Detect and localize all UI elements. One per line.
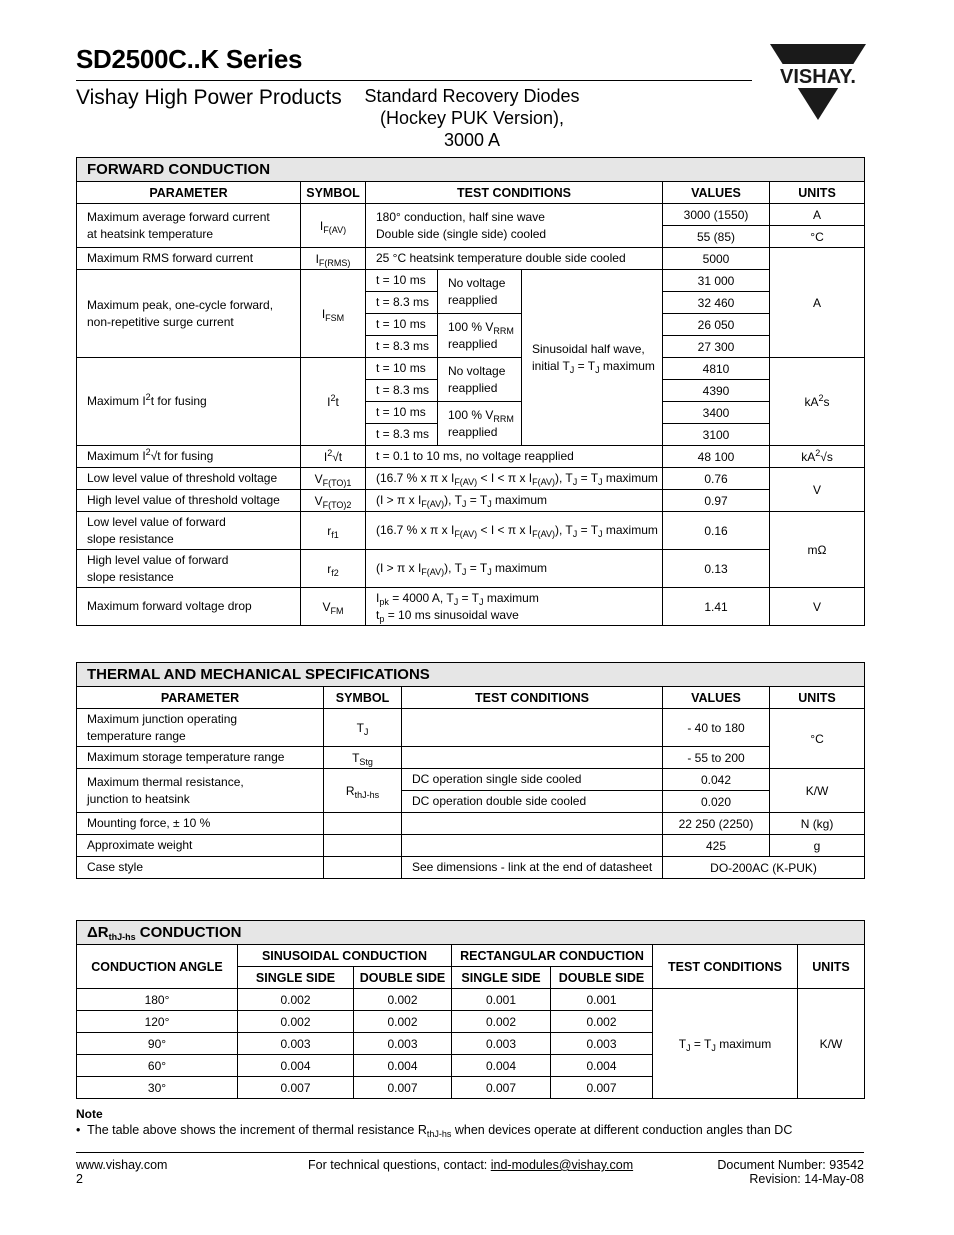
val-vfm: 1.41 [663, 588, 770, 626]
val-case: DO-200AC (K-PUK) [663, 857, 865, 879]
header-rect-single: SINGLE SIDE [452, 967, 551, 989]
sym-i2t: $I^2t$ [301, 358, 366, 446]
header-test-conditions: TEST CONDITIONS [366, 182, 663, 204]
cond-weight [402, 835, 663, 857]
param-mounting: Mounting force, ± 10 % [77, 813, 324, 835]
sin-double-cell: 0.003 [354, 1033, 452, 1055]
val-tstg: - 55 to 200 [663, 747, 770, 769]
delta-unit: K/W [798, 989, 865, 1099]
param-tstg: Maximum storage temperature range [77, 747, 324, 769]
sin-single-cell: 0.003 [238, 1033, 354, 1055]
table-caption: FORWARD CONDUCTION [77, 158, 865, 182]
param-case: Case style [77, 857, 324, 879]
cond-no-voltage: No voltage reapplied [438, 270, 522, 314]
table-caption: $\Delta R_{thJ-hs}$ CONDUCTION [77, 921, 865, 945]
sin-double-cell: 0.007 [354, 1077, 452, 1099]
sym-rms-current: $I_{F(RMS)}$ [301, 248, 366, 270]
cond-rms-current: 25 °C heatsink temperature double side cooled [366, 248, 663, 270]
rect-double-cell: 0.004 [551, 1055, 653, 1077]
cond-tstg [402, 747, 663, 769]
param-ifsm: Maximum peak, one-cycle forward, non-repetitive surge current [77, 270, 301, 358]
sin-double-cell: 0.004 [354, 1055, 452, 1077]
sym-i2rt: $I^2√t$ [301, 446, 366, 468]
cond-time: t = 8.3 ms [366, 424, 438, 446]
cond-case: See dimensions - link at the end of datasheet [402, 857, 663, 879]
param-avg-current: Maximum average forward current at heatsink temperature [77, 204, 301, 248]
param-i2t: Maximum $I^2t$ for fusing [77, 358, 301, 446]
param-vt2: High level value of threshold voltage [77, 490, 301, 512]
cond-time: t = 10 ms [366, 402, 438, 424]
val-i2rt: 48 100 [663, 446, 770, 468]
cond-time: t = 10 ms [366, 358, 438, 380]
param-rms-current: Maximum RMS forward current [77, 248, 301, 270]
unit-rth: K/W [770, 769, 865, 813]
unit-mounting: N (kg) [770, 813, 865, 835]
cond-time: t = 10 ms [366, 270, 438, 292]
sin-single-cell: 0.007 [238, 1077, 354, 1099]
val-rms-current: 5000 [663, 248, 770, 270]
val-ifsm: 31 000 [663, 270, 770, 292]
cond-time: t = 10 ms [366, 314, 438, 336]
param-rf1: Low level value of forward slope resistance [77, 512, 301, 550]
header-test-conditions: TEST CONDITIONS [402, 687, 663, 709]
val-vt1: 0.76 [663, 468, 770, 490]
cond-mounting [402, 813, 663, 835]
header-units: UNITS [770, 687, 865, 709]
header-parameter: PARAMETER [77, 182, 301, 204]
unit-avg-current: A [770, 204, 865, 226]
angle-cell: 90° [77, 1033, 238, 1055]
cond-i2rt: t = 0.1 to 10 ms, no voltage reapplied [366, 446, 663, 468]
unit-avg-temp: °C [770, 226, 865, 248]
unit-i2rt: $kA^2√s$ [770, 446, 865, 468]
unit-ifsm: A [770, 248, 865, 358]
sym-rf2: $r_{f2}$ [301, 550, 366, 588]
sym-vfm: $V_{FM}$ [301, 588, 366, 626]
footer-page-number: 2 [76, 1172, 83, 1186]
rect-single-cell: 0.004 [452, 1055, 551, 1077]
header-rect-double: DOUBLE SIDE [551, 967, 653, 989]
cond-high-level: (I > π x $I_{F(AV)}$), $T_J = T_J$ maximum [366, 550, 663, 588]
cond-no-voltage: No voltage reapplied [438, 358, 522, 402]
sym-vt2: $V_{F(TO)2}$ [301, 490, 366, 512]
product-description [356, 85, 588, 151]
cond-avg-current: 180° conduction, half sine wave Double side (single side) cooled [366, 204, 663, 248]
cond-100-vrrm: 100 % $V_{RRM}$ reapplied [438, 402, 522, 446]
header-sin-single: SINGLE SIDE [238, 967, 354, 989]
cond-time: t = 8.3 ms [366, 292, 438, 314]
sym-ifsm: $I_{FSM}$ [301, 270, 366, 358]
footer-document-number: Document Number: 93542 [717, 1158, 864, 1172]
sin-double-cell: 0.002 [354, 1011, 452, 1033]
forward-conduction-table [76, 157, 865, 626]
rect-double-cell: 0.003 [551, 1033, 653, 1055]
delta-test-condition: $T_J = T_J$ maximum [653, 989, 798, 1099]
sym-vt1: $V_{F(TO)1}$ [301, 468, 366, 490]
header-conduction-angle: CONDUCTION ANGLE [77, 945, 238, 989]
unit-rf: mΩ [770, 512, 865, 588]
desc-line-1: Standard Recovery Diodes [364, 86, 580, 106]
val-ifsm: 27 300 [663, 336, 770, 358]
rect-single-cell: 0.001 [452, 989, 551, 1011]
param-vt1: Low level value of threshold voltage [77, 468, 301, 490]
header-values: VALUES [663, 182, 770, 204]
angle-cell: 30° [77, 1077, 238, 1099]
header-sin-double: DOUBLE SIDE [354, 967, 452, 989]
header-parameter: PARAMETER [77, 687, 324, 709]
val-i2t: 4390 [663, 380, 770, 402]
delta-rth-table [76, 920, 865, 1099]
header-values: VALUES [663, 687, 770, 709]
val-rf2: 0.13 [663, 550, 770, 588]
val-rth-double: 0.020 [663, 791, 770, 813]
sym-tj: $T_J$ [324, 709, 402, 747]
sym-mounting [324, 813, 402, 835]
val-rth-single: 0.042 [663, 769, 770, 791]
header-test-conditions: TEST CONDITIONS [653, 945, 798, 989]
val-ifsm: 26 050 [663, 314, 770, 336]
val-weight: 425 [663, 835, 770, 857]
cond-high-level: (I > π x $I_{F(AV)}$), $T_J = T_J$ maximum [366, 490, 663, 512]
val-i2t: 3400 [663, 402, 770, 424]
cond-low-level: (16.7 % x π x $I_{F(AV)} < I < \pi$ x $I_{F(AV)}$), $T_J = T_J$ maximum [366, 468, 663, 490]
header-rectangular: RECTANGULAR CONDUCTION [452, 945, 653, 967]
cond-100-vrrm: 100 % $V_{RRM}$ reapplied [438, 314, 522, 358]
note-heading: Note [76, 1107, 103, 1121]
angle-cell: 120° [77, 1011, 238, 1033]
angle-cell: 60° [77, 1055, 238, 1077]
sin-single-cell: 0.002 [238, 989, 354, 1011]
note-text: • The table above shows the increment of thermal resistance $R_{thJ-hs}$ when devices operate at different conduction angles than DC [76, 1123, 793, 1139]
sym-avg-current: $I_{F(AV)}$ [301, 204, 366, 248]
header-symbol: SYMBOL [324, 687, 402, 709]
logo-text: VISHAY. [780, 66, 856, 88]
cond-time: t = 8.3 ms [366, 336, 438, 358]
header-rule [76, 80, 752, 81]
val-tj: - 40 to 180 [663, 709, 770, 747]
sin-double-cell: 0.002 [354, 989, 452, 1011]
param-rf2: High level value of forward slope resistance [77, 550, 301, 588]
rect-double-cell: 0.002 [551, 1011, 653, 1033]
document-title: SD2500C..K Series [76, 44, 303, 74]
table-caption: THERMAL AND MECHANICAL SPECIFICATIONS [77, 663, 865, 687]
header-units: UNITS [798, 945, 865, 989]
param-i2rt: Maximum $I^2√t$ for fusing [77, 446, 301, 468]
rect-single-cell: 0.002 [452, 1011, 551, 1033]
header-units: UNITS [770, 182, 865, 204]
param-weight: Approximate weight [77, 835, 324, 857]
footer-email-link[interactable]: ind-modules@vishay.com [490, 1158, 634, 1172]
rect-double-cell: 0.007 [551, 1077, 653, 1099]
sym-tstg: $T_{Stg}$ [324, 747, 402, 769]
cond-rth-double: DC operation double side cooled [402, 791, 663, 813]
sym-weight [324, 835, 402, 857]
sin-single-cell: 0.002 [238, 1011, 354, 1033]
unit-vfm: V [770, 588, 865, 626]
rect-single-cell: 0.003 [452, 1033, 551, 1055]
cond-sinusoidal: Sinusoidal half wave, initial $T_J = T_J$ maximum [522, 270, 663, 446]
sin-single-cell: 0.004 [238, 1055, 354, 1077]
cond-tj [402, 709, 663, 747]
desc-line-2: (Hockey PUK Version), [379, 108, 565, 128]
sym-rth: $R_{thJ-hs}$ [324, 769, 402, 813]
cond-time: t = 8.3 ms [366, 380, 438, 402]
header-sinusoidal: SINUSOIDAL CONDUCTION [238, 945, 452, 967]
val-i2t: 3100 [663, 424, 770, 446]
cond-vfm: $I_{pk} = 4000$ A, $T_J = T_J$ maximum $t_p = 10$ ms sinusoidal wave [366, 588, 663, 626]
sym-case [324, 857, 402, 879]
val-i2t: 4810 [663, 358, 770, 380]
angle-cell: 180° [77, 989, 238, 1011]
rect-single-cell: 0.007 [452, 1077, 551, 1099]
unit-temp: °C [770, 709, 865, 769]
unit-i2t: $kA^2s$ [770, 358, 865, 446]
cond-rth-single: DC operation single side cooled [402, 769, 663, 791]
rect-double-cell: 0.001 [551, 989, 653, 1011]
val-vt2: 0.97 [663, 490, 770, 512]
vishay-logo [770, 44, 866, 120]
footer-contact: For technical questions, contact: ind-modules@vishay.com [308, 1158, 634, 1172]
footer-website[interactable]: www.vishay.com [76, 1158, 168, 1172]
footer-rule [76, 1152, 864, 1153]
param-rth: Maximum thermal resistance, junction to heatsink [77, 769, 324, 813]
sym-rf1: $r_{f1}$ [301, 512, 366, 550]
document-subtitle: Vishay High Power Products [76, 86, 342, 109]
thermal-mechanical-table [76, 662, 865, 879]
desc-line-3: 3000 A [443, 130, 501, 150]
footer-revision: Revision: 14-May-08 [749, 1172, 864, 1186]
val-avg-temp: 55 (85) [663, 226, 770, 248]
param-vfm: Maximum forward voltage drop [77, 588, 301, 626]
val-avg-current: 3000 (1550) [663, 204, 770, 226]
unit-vt: V [770, 468, 865, 512]
val-rf1: 0.16 [663, 512, 770, 550]
val-ifsm: 32 460 [663, 292, 770, 314]
param-tj: Maximum junction operating temperature range [77, 709, 324, 747]
cond-low-level: (16.7 % x π x $I_{F(AV)} < I < \pi$ x $I_{F(AV)}$), $T_J = T_J$ maximum [366, 512, 663, 550]
unit-weight: g [770, 835, 865, 857]
header-symbol: SYMBOL [301, 182, 366, 204]
val-mounting: 22 250 (2250) [663, 813, 770, 835]
